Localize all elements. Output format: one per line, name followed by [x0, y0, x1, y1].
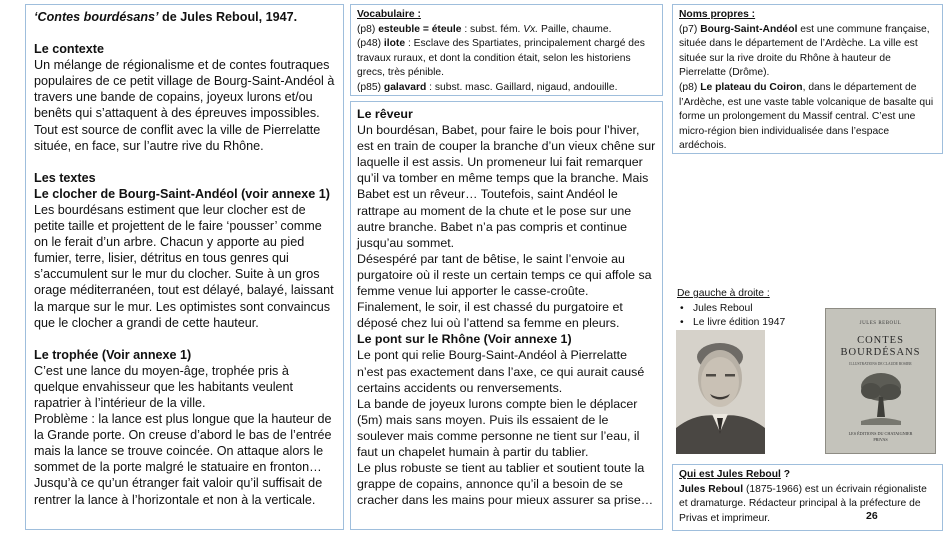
- nom-entry: (p8) Le plateau du Coiron, dans le département de l’Ardèche, est une vaste table volcanique de basalte qui forme un prolongement du Massif central. C’est une micro-région bien individualisée dans l’espace ardéchois.: [679, 81, 934, 152]
- document-title: ‘Contes bourdésans’ de Jules Reboul, 1947.: [34, 10, 298, 24]
- portrait-photo: [676, 330, 765, 454]
- book-title: CONTES BOURDÉSANS: [840, 335, 921, 358]
- book-author: JULES REBOUL: [859, 321, 902, 326]
- qui-est-panel: [672, 464, 943, 531]
- reveur-heading: Le rêveur: [357, 107, 413, 121]
- vocab-entry: (p8) esteuble = éteule : subst. fém. Vx. Paille, chaume.: [357, 23, 612, 35]
- caption-item: • Le livre édition 1947: [693, 316, 857, 330]
- qui-heading: Qui est Jules Reboul ?: [679, 469, 791, 480]
- portrait-illustration: [676, 330, 765, 454]
- reveur-panel: [350, 101, 663, 530]
- noms-propres-heading: Noms propres :: [679, 9, 756, 20]
- book-tree-illustration: [856, 371, 906, 425]
- nom-entry: (p7) Bourg-Saint-Andéol est une commune française, située dans le département de l’Ardèche. La ville est située sur la rive droite du Rhône à hauteur de Pierrelatte (Drôme).: [679, 23, 930, 79]
- page-number: 26: [866, 510, 878, 522]
- trophee-text-1: C’est une lance du moyen-âge, trophée pris à quelque envahisseur que les habitants veulent rapatrier à l’intérieur de la ville.: [34, 363, 294, 410]
- vocabulaire-heading: Vocabulaire :: [357, 9, 421, 20]
- pont-text-3: Le plus robuste se tient au tablier et soutient toute la grappe de copains, annonce qu’il a besoin de se cracher dans les mains pour mieux assurer sa prise…: [357, 461, 654, 508]
- trophee-text-2: Problème : la lance est plus longue que la hauteur de la Grande porte. On creuse d’abord le bas de l’entrée mais la lance se trouve coincée. On attaque alors le sommet de la porte malgré le statuaire en fronton… Jusqu’à ce qu’un étranger fait valoir qu’il suffisait de rentrer la lance à l’horizontale et non à la verticale.: [34, 412, 332, 507]
- book-cover: [825, 308, 936, 454]
- book-illustrator: ILLUSTRATIONS DE CLAUDE ROSIER: [849, 362, 912, 366]
- clocher-text: Les bourdésans estiment que leur clocher est de petite taille et projettent de le faire ‘pousser’ comme on le ferait d’un arbre. Chacun y apporte au pied fumier, terre, lisier, détritus en tous genres qui s’accumulent sur le mur du clocher. Suite à un gros orage méditerranéen, tout est délayé, balayé, laissant la marque sur le mur. Les optimistes sont convaincus que le clocher a grandi de cette hauteur.: [34, 202, 334, 330]
- pont-text-2: La bande de joyeux lurons compte bien le déplacer (5m) mais sans moyen. Puis ils essaient de le soulever mais comme personne ne tient sur l’eau, il faut un chapelet humain à partir du tablier.: [357, 396, 640, 459]
- book-publisher: LES ÉDITIONS DU CHATAIGNIER PRIVAS: [848, 431, 913, 442]
- trophee-heading: Le trophée (Voir annexe 1): [34, 347, 192, 362]
- caption-heading: De gauche à droite :: [677, 288, 770, 299]
- left-panel: [25, 4, 344, 530]
- vocabulaire-panel: [350, 4, 663, 96]
- reveur-text-1: Un bourdésan, Babet, pour faire le bois pour l’hiver, est en train de couper la branche d’un vieux chêne sur laquelle il est assis. Un promeneur lui fait remarquer qu’il va tomber en même temps que la branche. Mais Babet est un rêveur… Toutefois, saint Andéol le rattrape au moment de la chute et le pose sur une autre branche. Babet n’a pas compris et continue jusqu’au sommet.: [357, 123, 656, 250]
- contexte-heading: Le contexte: [34, 42, 104, 57]
- noms-propres-panel: [672, 4, 943, 154]
- pont-heading: Le pont sur le Rhône (Voir annexe 1): [357, 332, 572, 347]
- qui-text: Jules Reboul (1875-1966) est un écrivain régionaliste et dramaturge. Rédacteur principal à la préfecture de Privas et imprimeur.: [679, 483, 927, 524]
- caption-item: • Jules Reboul: [693, 302, 857, 316]
- contexte-text: Un mélange de régionalisme et de contes foutraques populaires de ce petit village de Bourg-Saint-Andéol à travers une bande de copains, joyeux lurons et/ou benêts qui s’attaquent à des épreuves impossibles. Tout est source de conflit avec la ville de Pierrelatte située, en face, sur l’autre rive du Rhône.: [34, 58, 335, 153]
- reveur-text-2: Désespéré par tant de bêtise, le saint l’envoie au purgatoire où il reste un certain temps ce qui affole sa femme venue lui apporter le casse-croûte. Finalement, le soir, il est chassé du purgatoire et déposé chez lui où l’attend sa femme en pleurs.: [357, 251, 652, 331]
- pont-text-1: Le pont qui relie Bourg-Saint-Andéol à Pierrelatte n’est pas exactement dans l’axe, ce qui aurait causé certains accidents ou renversements.: [357, 348, 645, 395]
- vocab-entry: (p85) galavard : subst. masc. Gaillard, nigaud, andouille.: [357, 81, 618, 93]
- clocher-heading: Le clocher de Bourg-Saint-Andéol (voir annexe 1): [34, 186, 331, 201]
- vocab-entry: (p48) ilote : Esclave des Spartiates, principalement chargé des travaux ruraux, et dont la condition était, selon les historiens grecs, très pénible.: [357, 38, 645, 79]
- textes-heading: Les textes: [34, 170, 96, 185]
